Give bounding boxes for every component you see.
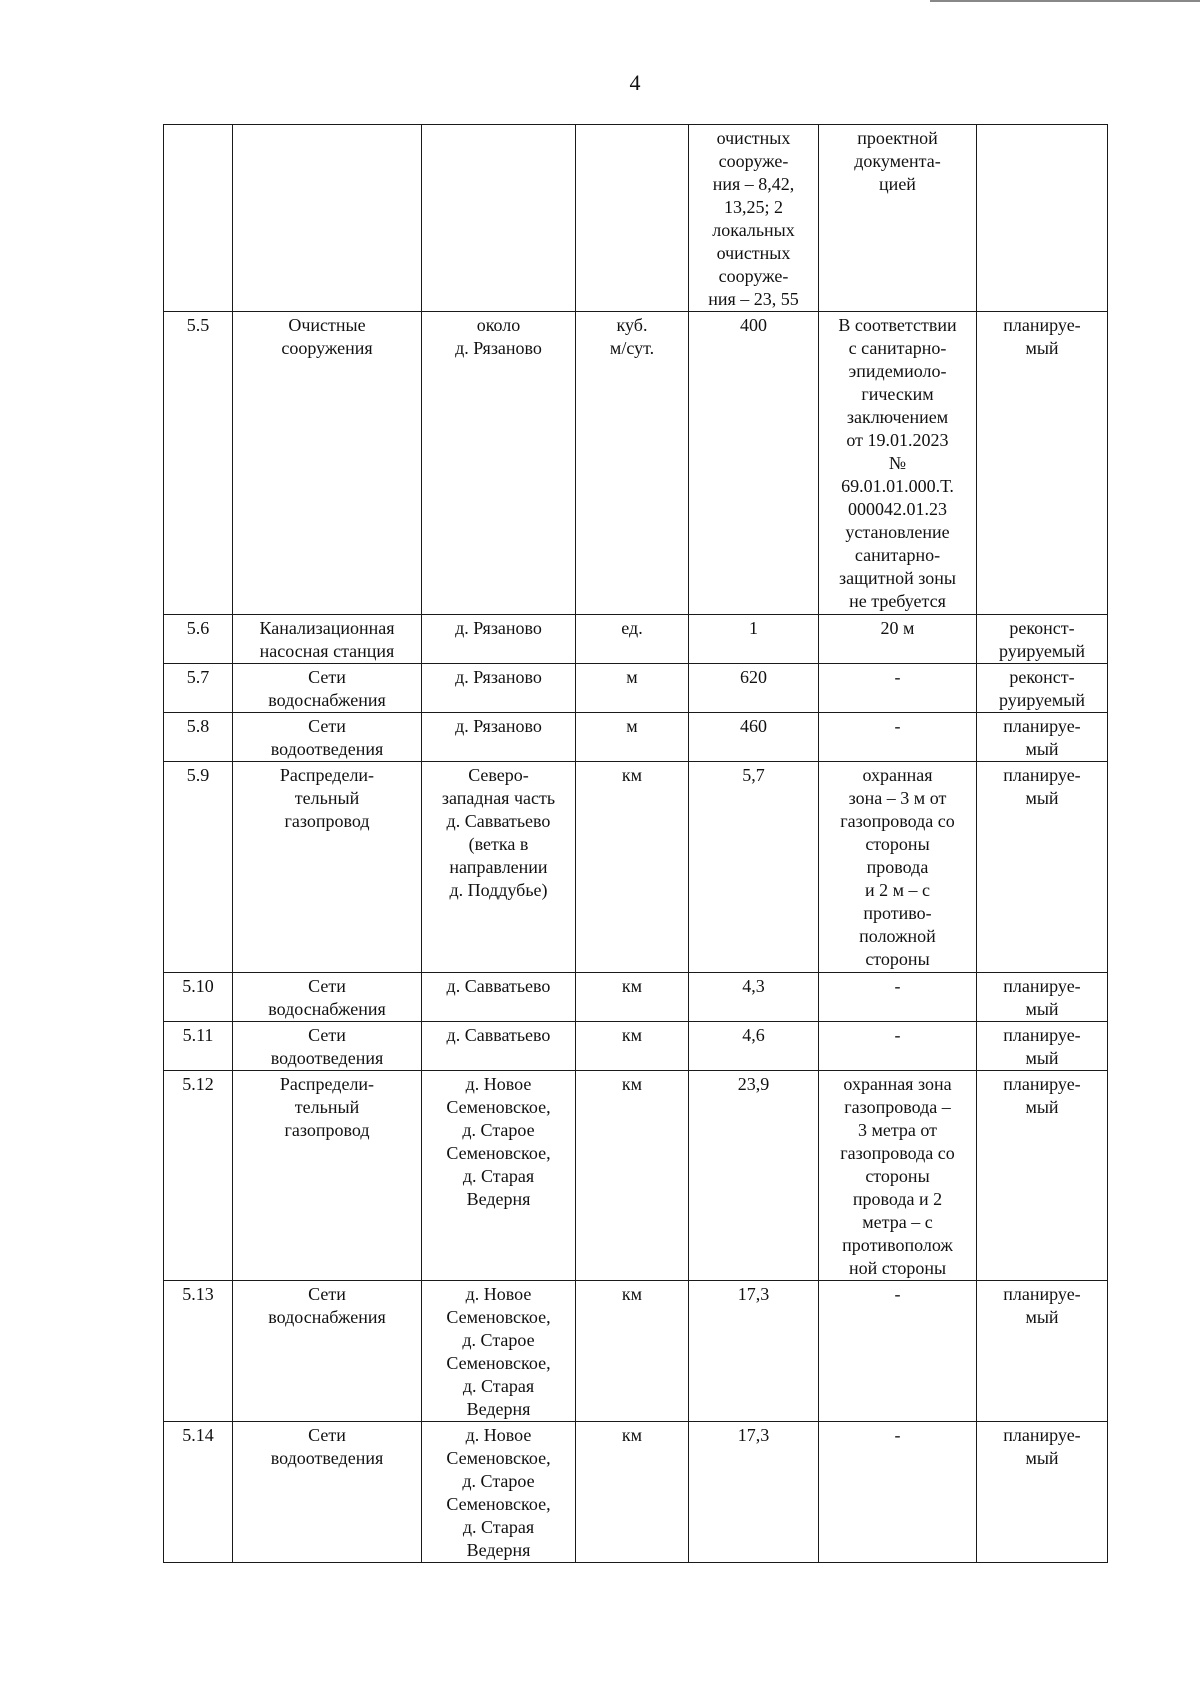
facilities-table	[163, 124, 1108, 1563]
row-number-cell: 5.7	[164, 664, 233, 713]
row-number-cell: 5.12	[164, 1071, 233, 1281]
location-cell: д. Савватьево	[422, 1022, 576, 1071]
page-number: 4	[629, 70, 641, 95]
status-cell: планируе- мый	[977, 762, 1108, 973]
row-number-cell: 5.14	[164, 1422, 233, 1563]
row-number-cell: 5.13	[164, 1281, 233, 1422]
object-name-cell: Сети водоснабжения	[233, 973, 422, 1022]
status-cell: планируе- мый	[977, 1281, 1108, 1422]
location-cell	[422, 125, 576, 312]
table-row	[164, 664, 1108, 713]
status-cell: планируе- мый	[977, 312, 1108, 615]
status-cell: планируе- мый	[977, 1022, 1108, 1071]
object-name-cell: Сети водоотведения	[233, 713, 422, 762]
zone-cell: -	[819, 713, 977, 762]
object-name-cell: Распредели- тельный газопровод	[233, 762, 422, 973]
value-cell: 5,7	[689, 762, 819, 973]
value-cell: 17,3	[689, 1422, 819, 1563]
status-cell: реконст- руируемый	[977, 664, 1108, 713]
object-name-cell: Распредели- тельный газопровод	[233, 1071, 422, 1281]
value-cell: 400	[689, 312, 819, 615]
unit-cell: км	[576, 1422, 689, 1563]
object-name-cell: Сети водоотведения	[233, 1022, 422, 1071]
zone-cell: -	[819, 1422, 977, 1563]
table-row	[164, 713, 1108, 762]
unit-cell: м	[576, 713, 689, 762]
location-cell: д. Рязаново	[422, 664, 576, 713]
unit-cell: ед.	[576, 615, 689, 664]
zone-cell: -	[819, 973, 977, 1022]
table-row	[164, 762, 1108, 973]
zone-cell: 20 м	[819, 615, 977, 664]
zone-cell: охранная зона газопровода – 3 метра от газопровода со стороны провода и 2 метра – с противополож ной стороны	[819, 1071, 977, 1281]
row-number-cell	[164, 125, 233, 312]
unit-cell: км	[576, 1281, 689, 1422]
location-cell: Северо- западная часть д. Савватьево (ветка в направлении д. Поддубье)	[422, 762, 576, 973]
unit-cell: км	[576, 1022, 689, 1071]
table-row	[164, 1281, 1108, 1422]
status-cell: планируе- мый	[977, 713, 1108, 762]
zone-cell: -	[819, 1281, 977, 1422]
status-cell: реконст- руируемый	[977, 615, 1108, 664]
zone-cell: В соответствии с санитарно- эпидемиоло- гическим заключением от 19.01.2023 № 69.01.01.000.Т. 000042.01.23 установление санитарно- защитной зоны не требуется	[819, 312, 977, 615]
location-cell: д. Рязаново	[422, 615, 576, 664]
zone-cell: -	[819, 1022, 977, 1071]
table-row	[164, 1022, 1108, 1071]
table-row	[164, 1422, 1108, 1563]
value-cell: 23,9	[689, 1071, 819, 1281]
value-cell: 460	[689, 713, 819, 762]
unit-cell: м	[576, 664, 689, 713]
object-name-cell: Канализационная насосная станция	[233, 615, 422, 664]
status-cell: планируе- мый	[977, 973, 1108, 1022]
location-cell: около д. Рязаново	[422, 312, 576, 615]
row-number-cell: 5.11	[164, 1022, 233, 1071]
object-name-cell: Сети водоотведения	[233, 1422, 422, 1563]
unit-cell: куб. м/сут.	[576, 312, 689, 615]
status-cell: планируе- мый	[977, 1422, 1108, 1563]
row-number-cell: 5.6	[164, 615, 233, 664]
row-number-cell: 5.5	[164, 312, 233, 615]
zone-cell: охранная зона – 3 м от газопровода со стороны провода и 2 м – с противо- положной стороны	[819, 762, 977, 973]
object-name-cell: Сети водоснабжения	[233, 1281, 422, 1422]
zone-cell: проектной документа- цией	[819, 125, 977, 312]
page-edge-mark	[930, 0, 1200, 2]
row-number-cell: 5.10	[164, 973, 233, 1022]
location-cell: д. Новое Семеновское, д. Старое Семеновское, д. Старая Ведерня	[422, 1281, 576, 1422]
status-cell: планируе- мый	[977, 1071, 1108, 1281]
value-cell: очистных сооруже- ния – 8,42, 13,25; 2 локальных очистных сооруже- ния – 23, 55	[689, 125, 819, 312]
table-row	[164, 615, 1108, 664]
status-cell	[977, 125, 1108, 312]
unit-cell	[576, 125, 689, 312]
value-cell: 4,6	[689, 1022, 819, 1071]
zone-cell: -	[819, 664, 977, 713]
object-name-cell: Очистные сооружения	[233, 312, 422, 615]
unit-cell: км	[576, 1071, 689, 1281]
location-cell: д. Савватьево	[422, 973, 576, 1022]
table-row	[164, 1071, 1108, 1281]
unit-cell: км	[576, 973, 689, 1022]
table-row	[164, 973, 1108, 1022]
object-name-cell: Сети водоснабжения	[233, 664, 422, 713]
value-cell: 1	[689, 615, 819, 664]
table-row	[164, 125, 1108, 312]
location-cell: д. Новое Семеновское, д. Старое Семеновское, д. Старая Ведерня	[422, 1071, 576, 1281]
unit-cell: км	[576, 762, 689, 973]
row-number-cell: 5.8	[164, 713, 233, 762]
location-cell: д. Рязаново	[422, 713, 576, 762]
value-cell: 17,3	[689, 1281, 819, 1422]
value-cell: 620	[689, 664, 819, 713]
location-cell: д. Новое Семеновское, д. Старое Семеновское, д. Старая Ведерня	[422, 1422, 576, 1563]
row-number-cell: 5.9	[164, 762, 233, 973]
object-name-cell	[233, 125, 422, 312]
value-cell: 4,3	[689, 973, 819, 1022]
table-row	[164, 312, 1108, 615]
